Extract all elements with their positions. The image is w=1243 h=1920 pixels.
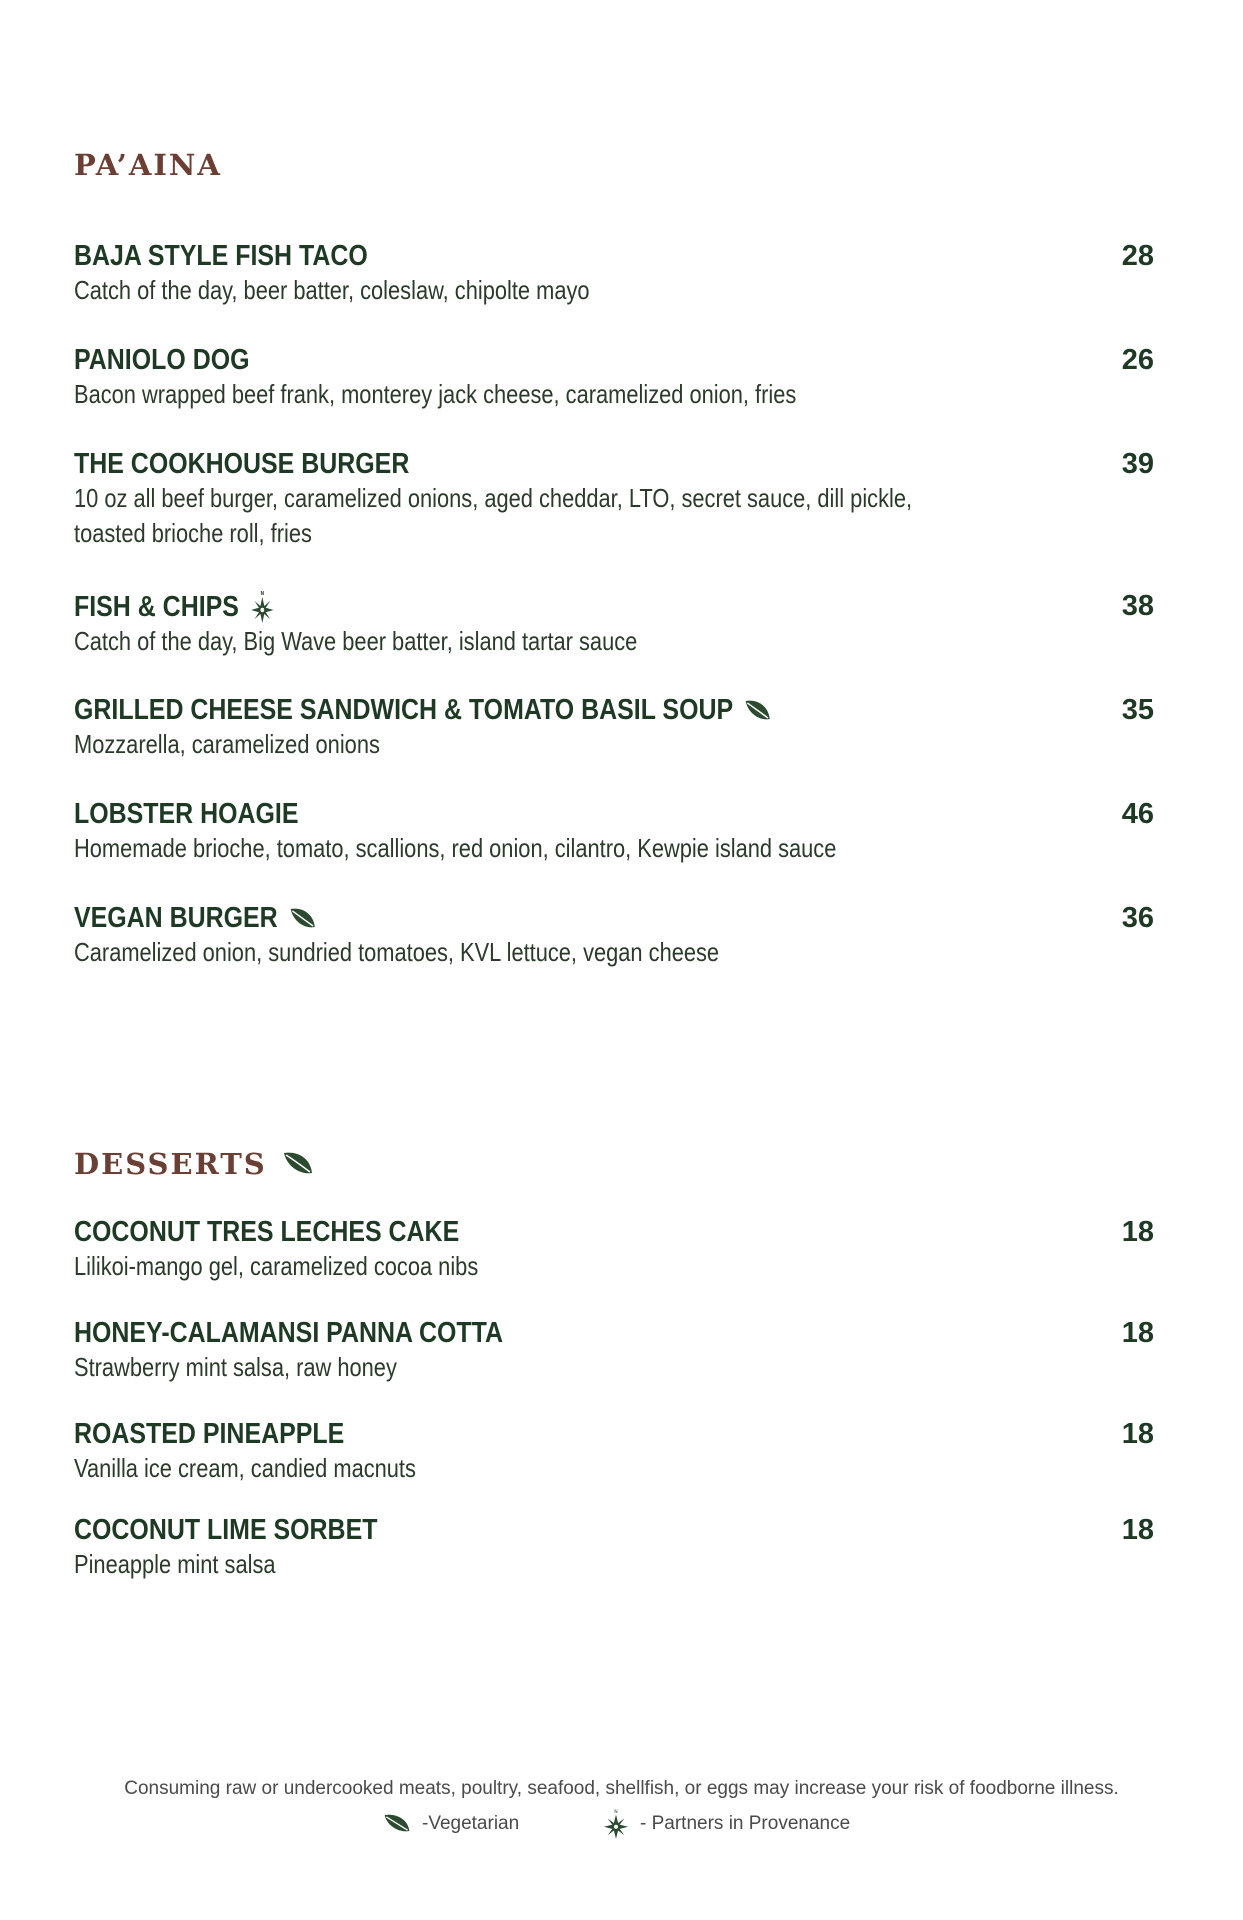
item-name-text: ROASTED PINEAPPLE	[74, 1418, 345, 1450]
item-name	[74, 448, 409, 481]
leaf-icon	[743, 698, 772, 724]
item-name-text: GRILLED CHEESE SANDWICH & TOMATO BASIL SOUP	[74, 694, 734, 726]
item-name-text: VEGAN BURGER	[74, 902, 278, 934]
item-name-text: FISH & CHIPS	[74, 590, 239, 623]
item-name	[74, 240, 368, 273]
menu-item-lobster-hoagie	[74, 798, 1154, 866]
item-price: 18	[1121, 1317, 1154, 1349]
section-title-text: DESSERTS	[74, 1147, 267, 1181]
item-price: 35	[1121, 694, 1154, 726]
item-name-text: LOBSTER HOAGIE	[74, 798, 299, 830]
leaf-icon	[288, 906, 317, 932]
menu-item-paniolo-dog	[74, 344, 1154, 412]
icon-legend	[382, 1808, 850, 1840]
item-name-text: COCONUT LIME SORBET	[74, 1514, 378, 1546]
item-price: 26	[1121, 344, 1154, 376]
item-price: 46	[1121, 798, 1154, 830]
legend-label: - Partners in Provenance	[640, 1813, 851, 1834]
allergy-notice: Consuming raw or undercooked meats, poultry, seafood, shellfish, or eggs may increase your risk of foodborne illness.	[124, 1778, 1119, 1799]
menu-item-tres-leches	[74, 1216, 1154, 1284]
item-description: Catch of the day, Big Wave beer batter, island tartar sauce	[74, 626, 638, 656]
item-price: 39	[1121, 448, 1154, 480]
item-name	[74, 1317, 503, 1350]
item-price: 36	[1121, 902, 1154, 934]
item-description: 10 oz all beef burger, caramelized onions, aged cheddar, LTO, secret sauce, dill pickle,	[74, 483, 913, 513]
legend-label: -Vegetarian	[422, 1813, 520, 1834]
item-name-text: PANIOLO DOG	[74, 344, 250, 376]
leaf-icon	[281, 1150, 315, 1178]
svg-text:N: N	[260, 591, 264, 598]
item-description: Mozzarella, caramelized onions	[74, 729, 380, 759]
item-price: 28	[1121, 240, 1154, 272]
menu-item-vegan-burger	[74, 902, 1154, 970]
item-description: Bacon wrapped beef frank, monterey jack cheese, caramelized onion, fries	[74, 379, 797, 409]
item-description: Catch of the day, beer batter, coleslaw, chipolte mayo	[74, 275, 590, 305]
section-title-paaina	[74, 148, 222, 182]
item-name	[74, 798, 298, 831]
menu-item-fish-and-chips	[74, 590, 1154, 659]
item-name	[74, 1418, 344, 1451]
section-title-text: PA’AINA	[74, 148, 222, 182]
item-price: 18	[1121, 1418, 1154, 1450]
item-description-line-2: toasted brioche roll, fries	[74, 518, 312, 548]
item-description: Pineapple mint salsa	[74, 1549, 276, 1579]
item-name	[74, 1216, 459, 1249]
item-price: 18	[1121, 1216, 1154, 1248]
item-name	[74, 902, 317, 935]
menu-item-lime-sorbet	[74, 1514, 1154, 1582]
compass-star-icon	[249, 590, 275, 624]
legend-item-vegetarian	[382, 1812, 602, 1836]
item-name-text: HONEY-CALAMANSI PANNA COTTA	[74, 1317, 504, 1349]
svg-text:N: N	[614, 1809, 618, 1815]
item-price: 18	[1121, 1514, 1154, 1546]
item-name-text: BAJA STYLE FISH TACO	[74, 240, 368, 272]
menu-item-grilled-cheese	[74, 694, 1154, 762]
item-name-text: COCONUT TRES LECHES CAKE	[74, 1216, 460, 1248]
item-description: Lilikoi-mango gel, caramelized cocoa nibs	[74, 1251, 479, 1281]
item-description: Vanilla ice cream, candied macnuts	[74, 1453, 416, 1483]
leaf-icon	[382, 1812, 412, 1836]
item-description: Homemade brioche, tomato, scallions, red onion, cilantro, Kewpie island sauce	[74, 833, 837, 863]
item-name	[74, 1514, 377, 1547]
legend-item-provenance	[602, 1808, 850, 1840]
item-price: 38	[1121, 590, 1154, 622]
menu-item-baja-fish-taco	[74, 240, 1154, 308]
menu-item-panna-cotta	[74, 1317, 1154, 1385]
menu-item-cookhouse-burger	[74, 448, 1154, 551]
item-name	[74, 344, 250, 377]
item-description: Strawberry mint salsa, raw honey	[74, 1352, 397, 1382]
item-description: Caramelized onion, sundried tomatoes, KVL lettuce, vegan cheese	[74, 937, 720, 967]
compass-star-icon	[602, 1808, 630, 1840]
item-name	[74, 590, 275, 624]
item-name	[74, 694, 773, 727]
item-name-text: THE COOKHOUSE BURGER	[74, 448, 410, 480]
section-title-desserts	[74, 1147, 315, 1181]
menu-item-roasted-pineapple	[74, 1418, 1154, 1486]
